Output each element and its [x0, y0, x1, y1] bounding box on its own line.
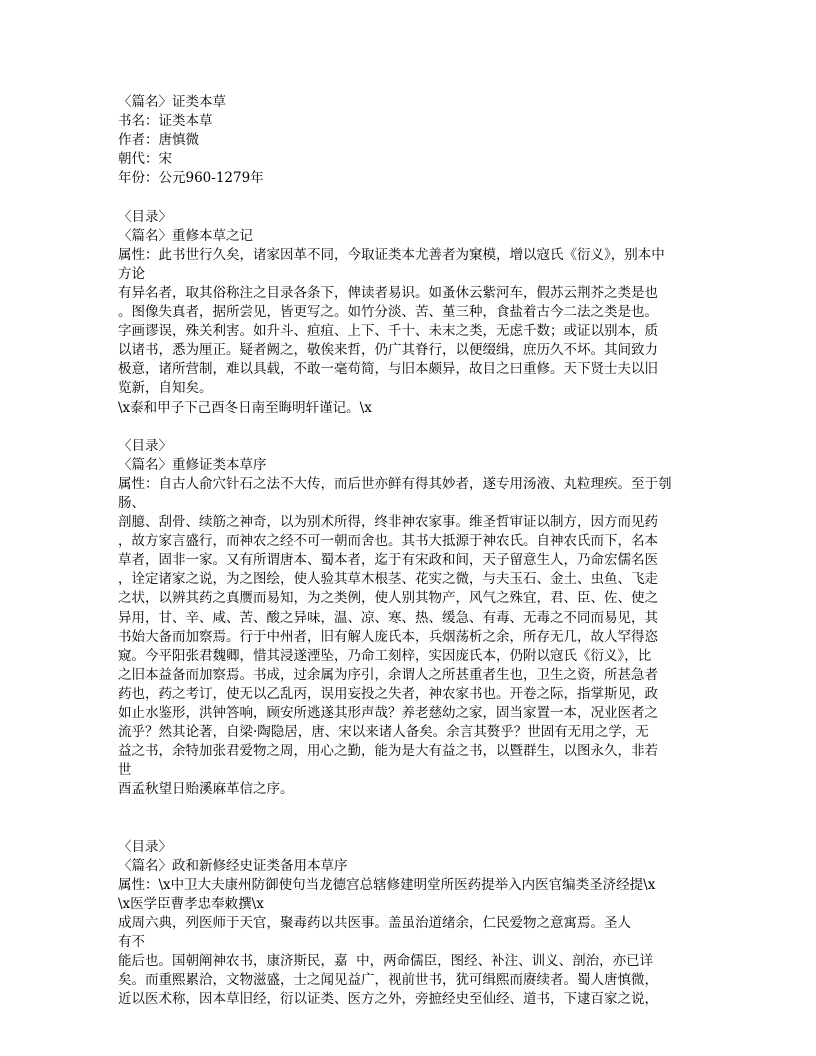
- text-line: 〈目录〉: [118, 208, 172, 225]
- text-line: 〈目录〉: [118, 437, 172, 454]
- metadata-block: [118, 93, 698, 188]
- text-line: 书名：证类本草: [118, 113, 213, 130]
- text-line: 世: [118, 762, 132, 779]
- text-line: 药也，药之考订，使无以乙乱丙，误用妄投之失者，神农家书也。开卷之际，指掌斯见，政: [118, 685, 658, 702]
- text-line: 有异名者，取其俗称注之目录各条下，俾读者易识。如蚤休云紫河车，假苏云荆芥之类是也: [118, 284, 658, 301]
- text-line: ，故方家言盛行，而神农之经不可一朝而舍也。其书大抵源于神农氏。自神农氏而下，名本: [118, 533, 658, 550]
- text-line: 剖臆、刮骨、续筋之神奇，以为别术所得，终非神农家事。维圣哲审证以制方，因方而见药: [118, 514, 658, 531]
- text-line: 作者：唐慎微: [118, 132, 199, 149]
- spacer: [118, 819, 698, 838]
- text-line: 草者，固非一家。又有所谓唐本、蜀本者，迄于有宋政和间，天子留意生人，乃命宏儒名医: [118, 552, 658, 569]
- section-zhenghe-xinxiu-xu: [118, 838, 698, 1010]
- text-line: 能后也。国朝阐神农书，康济斯民，嘉 中，两命儒臣，图经、补注、训义、剖治，亦已详: [118, 953, 654, 970]
- text-line: 〈篇名〉重修证类本草序: [118, 456, 267, 473]
- text-line: 酉孟秋望日贻溪麻革信之序。: [118, 781, 294, 798]
- text-line: 益之书，余特加张君爱物之周，用心之勤，能为是大有益之书，以暨群生，以图永久，非若: [118, 743, 658, 760]
- text-line: \x泰和甲子下己酉冬日南至晦明轩谨记。\x: [118, 399, 372, 416]
- text-line: 如止水鉴形，洪钟答响，顾安所逃遂其形声哉？养老慈幼之家，固当家置一本，况业医者之: [118, 705, 658, 721]
- section-chongxiu-zhenglei-bencao-xu: [118, 437, 698, 819]
- document-page: [118, 93, 698, 1010]
- text-line: 〈目录〉: [118, 838, 172, 855]
- text-line: 肠、: [118, 494, 145, 511]
- text-line: 属性：自古人俞穴针石之法不大传，而后世亦鲜有得其妙者，遂专用汤液、丸粒理疾。至于刳: [118, 475, 672, 492]
- text-line: 。图像失真者，据所尝见，皆更写之。如竹分淡、苦、堇三种，食盐着古今二法之类是也。: [118, 304, 658, 321]
- text-line: 年份：公元960-1279年: [118, 170, 264, 187]
- text-line: 流乎？然其论著，自梁·陶隐居，唐、宋以来诸人备矣。余言其赘乎？世固有无用之学，无: [118, 724, 649, 741]
- text-line: 属性：此书世行久矣，诸家因革不同，今取证类本尤善者为窠模，增以寇氏《衍义》，别本中: [118, 246, 665, 263]
- text-line: 以诸书，悉为厘正。疑者阙之，敬俟来哲，仍广其脊行，以便缀缉，庶历久不坏。其间致力: [118, 342, 658, 359]
- text-line: 矣。而重熙累洽，文物滋盛，士之闻见益广，视前世书，犹可缉熙而赓续者。蜀人唐慎微，: [118, 972, 658, 989]
- text-line: 极意，诸所营制，难以具载，不敢一毫苟简，与旧本颇异，故目之曰重修。天下贤士夫以旧: [118, 361, 658, 378]
- spacer: [118, 418, 698, 437]
- text-line: 异用，甘、辛、咸、苦、酸之异味，温、凉、寒、热、缓急、有毒、无毒之不同而易见，其: [118, 609, 658, 626]
- text-line: 〈篇名〉重修本草之记: [118, 227, 253, 244]
- text-line: 窥。今平阳张君魏卿，惜其浸遂湮坠，乃命工刻梓，实因庞氏本，仍附以寇氏《衍义》，比: [118, 647, 652, 664]
- text-line: 属性：\x中卫大夫康州防御使句当龙德宫总辖修建明堂所医药提举入内医官编类圣济经提\x: [118, 876, 656, 893]
- text-line: 览新，自知矣。: [118, 380, 213, 397]
- text-line: ，诠定诸家之说，为之图绘，使人验其草木根茎、花实之微，与夫玉石、金土、虫鱼、飞走: [118, 571, 658, 588]
- text-line: [118, 799, 698, 818]
- text-line: 字画谬误，殊关利害。如升斗、疸疽、上下、千十、未末之类，无虑千数；或证以别本，质: [118, 323, 658, 340]
- text-line: 朝代：宋: [118, 151, 172, 168]
- text-line: 书始大备而加察焉。行于中州者，旧有解人庞氏本，兵烟荡析之余，所存无几，故人罕得恣: [118, 628, 658, 645]
- text-line: 之旧本益备而加察焉。书成，过余属为序引，余谓人之所甚重者生也，卫生之资，所甚急者: [118, 666, 658, 683]
- text-line: \x医学臣曹孝忠奉敕撰\x: [118, 895, 264, 912]
- text-line: 〈篇名〉证类本草: [118, 94, 226, 110]
- text-line: 近以医术称，因本草旧经，衍以证类、医方之外，旁摭经史至仙经、道书，下逮百家之说，: [118, 991, 658, 1008]
- text-line: 方论: [118, 265, 145, 282]
- text-line: 〈篇名〉政和新修经史证类备用本草序: [118, 857, 348, 874]
- spacer: [118, 188, 698, 207]
- text-line: 成周六典，列医师于天官，聚毒药以共医事。盖虽治道绪余，仁民爱物之意寓焉。圣人: [118, 915, 631, 932]
- text-line: 之状，以辨其药之真赝而易知，为之类例，使人别其物产，风气之殊宜，君、臣、佐、使之: [118, 590, 658, 607]
- section-chongxiu-bencao-zhiji: [118, 208, 698, 418]
- text-line: 有不: [118, 934, 145, 951]
